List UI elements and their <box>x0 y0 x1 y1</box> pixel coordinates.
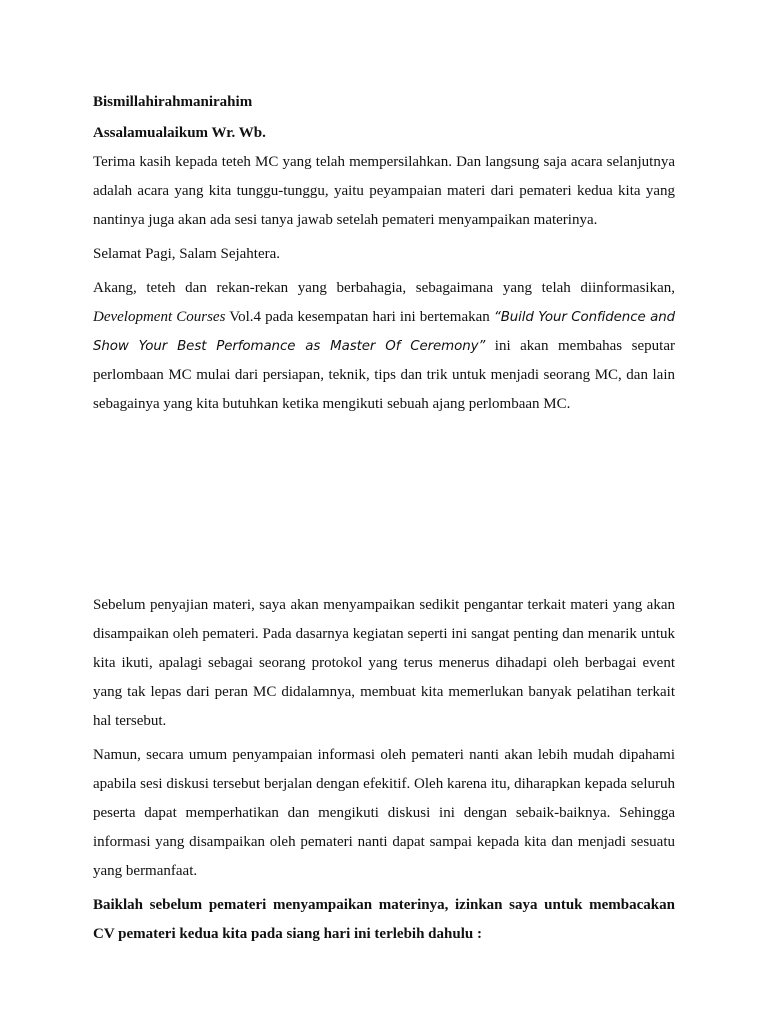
theme-text-part3: ini akan membahas seputar perlombaan MC mulai dari persiapan, teknik, tips dan trik untuk menjadi seorang MC, dan lain sebagainya yang kita butuhkan ketika mengikuti sebuah ajang perlombaan MC. <box>93 338 675 412</box>
paragraph-greeting: Selamat Pagi, Salam Sejahtera. <box>93 246 281 262</box>
theme-title: “Build Your Confidence and Show Your Best Perfomance as Master Of Ceremony” <box>93 310 675 354</box>
paragraph-cv-intro: Baiklah sebelum pemateri menyampaikan materinya, izinkan saya untuk membacakan CV pemateri kedua kita pada siang hari ini terlebih dahulu : <box>93 897 675 942</box>
event-name: Development Courses <box>93 309 226 325</box>
paragraph-theme <box>93 274 675 419</box>
paragraph-introduction: Sebelum penyajian materi, saya akan menyampaikan sedikit pengantar terkait materi yang akan disampaikan oleh pemateri. Pada dasarnya kegiatan seperti ini sangat penting dan menarik untuk kita ikuti, apalagi sebagai seorang protokol yang terus menerus dihadapi oleh berbagai event yang tak lepas dari peran MC didalamnya, membuat kita memerlukan banyak pelatihan terkait hal tersebut. <box>93 597 675 729</box>
document-page <box>93 88 675 949</box>
theme-text-part1: Akang, teteh dan rekan-rekan yang berbahagia, sebagaimana yang telah diinformasikan, <box>93 280 675 296</box>
paragraph-discussion: Namun, secara umum penyampaian informasi oleh pemateri nanti akan lebih mudah dipahami apabila sesi diskusi tersebut berjalan dengan efekitif. Oleh karena itu, diharapkan kepada seluruh peserta dapat memperhatikan dan mengikuti diskusi ini dengan sebaik-baiknya. Sehingga informasi yang disampaikan oleh pemateri nanti dapat sampai kepada kita dan menjadi sesuatu yang bermanfaat. <box>93 747 675 879</box>
greeting-bismillah: Bismillahirahmanirahim <box>93 94 253 110</box>
theme-text-part2: Vol.4 pada kesempatan hari ini bertemakan <box>225 309 494 325</box>
greeting-salam: Assalamualaikum Wr. Wb. <box>93 125 266 141</box>
paragraph-opening: Terima kasih kepada teteh MC yang telah mempersilahkan. Dan langsung saja acara selanjutnya adalah acara yang kita tunggu-tunggu, yaitu peyampaian materi dari pemateri kedua kita yang nantinya juga akan ada sesi tanya jawab setelah pemateri menyampaikan materinya. <box>93 154 675 228</box>
